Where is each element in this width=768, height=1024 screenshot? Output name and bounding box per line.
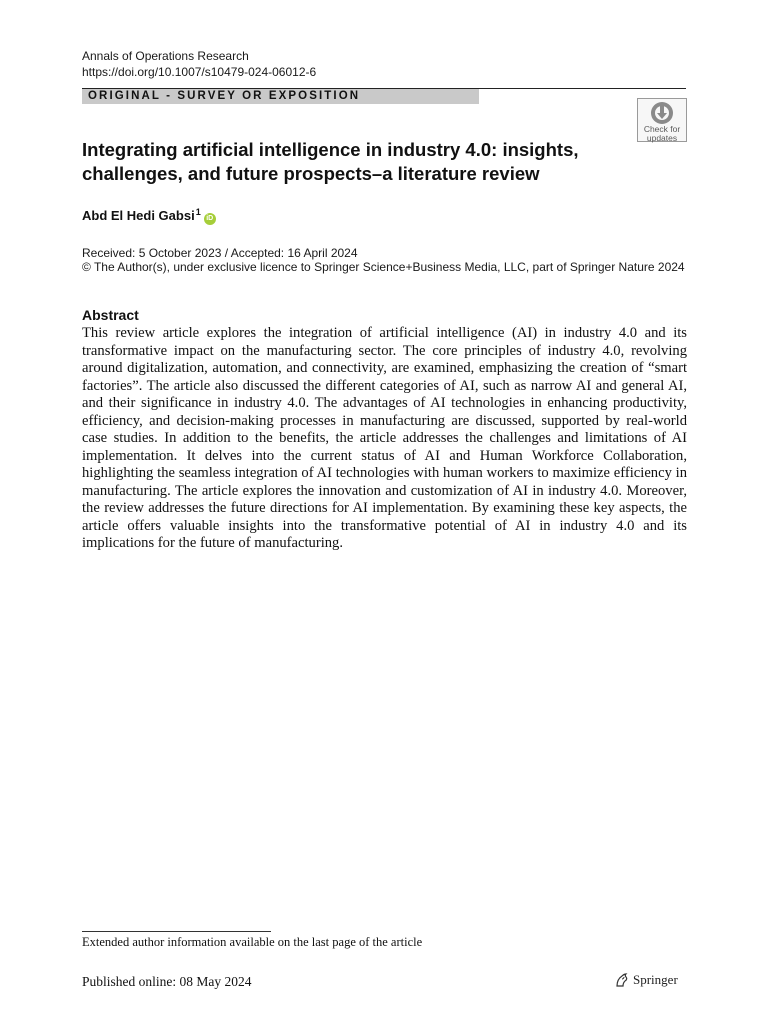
springer-horse-icon <box>614 972 630 988</box>
publisher-name: Springer <box>633 972 678 987</box>
author-name[interactable]: Abd El Hedi Gabsi <box>82 208 195 223</box>
footnote-rule <box>82 931 271 932</box>
check-updates-line1: Check for <box>643 124 681 134</box>
check-for-updates-button[interactable] <box>637 98 687 142</box>
journal-name: Annals of Operations Research <box>82 49 249 63</box>
affiliation-mark: 1 <box>195 207 201 217</box>
check-updates-line2: updates <box>646 133 678 143</box>
doi-link[interactable]: https://doi.org/10.1007/s10479-024-06012-6 <box>82 65 317 79</box>
journal-header <box>82 48 316 80</box>
check-updates-icon <box>650 101 674 125</box>
section-label-bar <box>82 89 479 104</box>
article-title: Integrating artificial intelligence in industry 4.0: insights, challenges, and future prospects–a literature review <box>82 139 579 184</box>
author-line <box>82 208 216 225</box>
received-accepted: Received: 5 October 2023 / Accepted: 16 April 2024 <box>82 246 358 260</box>
springer-logo <box>614 972 678 988</box>
orcid-icon[interactable]: iD <box>204 213 216 225</box>
abstract-heading: Abstract <box>82 307 139 323</box>
published-date: Published online: 08 May 2024 <box>82 974 252 989</box>
footnote-author-info: Extended author information available on the last page of the article <box>82 935 423 949</box>
copyright-notice: © The Author(s), under exclusive licence to Springer Science+Business Media, LLC, part of Springer Nature 2024 <box>82 260 685 274</box>
article-dates <box>82 246 702 274</box>
section-label: ORIGINAL - SURVEY OR EXPOSITION <box>88 90 361 102</box>
abstract-text: This review article explores the integration of artificial intelligence (AI) in industry 4.0 and its transformative impact on the manufacturing sector. The core principles of industry 4.0, revolving around digitalization, automation, and connectivity, are examined, emphasizing the creation of “smart factories”. The article also discussed the different categories of AI, such as narrow AI and general AI, and their significance in industry 4.0. The advantages of AI technologies in enhancing productivity, efficiency, and decision-making processes in manufacturing are discussed, supported by real-world case studies. In addition to the benefits, the article addresses the challenges and limitations of AI implementation. It delves into the current status of AI and Human Workforce Collaboration, highlighting the seamless integration of AI technologies with human workers to maximize efficiency in manufacturing. The article explores the innovation and customization of AI in industry 4.0. Moreover, the review addresses the future directions for AI implementation. By examining these key aspects, the article offers valuable insights into the transformative potential of AI in industry 4.0 and its implications for the future of manufacturing. <box>82 325 687 551</box>
